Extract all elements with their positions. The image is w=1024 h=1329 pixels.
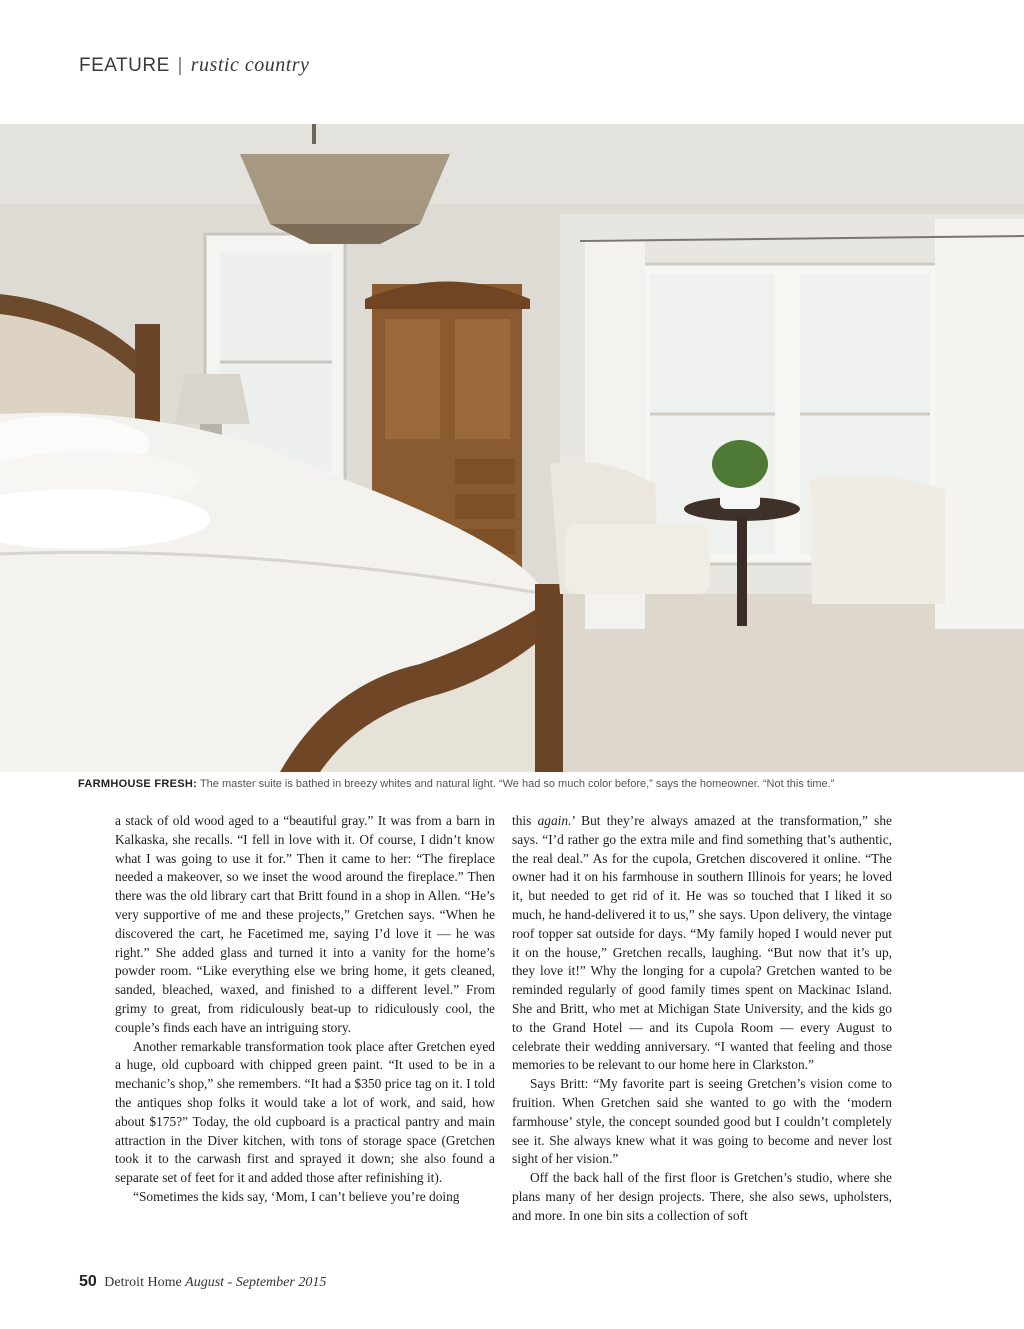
column1-paragraph-3: “Sometimes the kids say, ‘Mom, I can’t believe you’re doing — [133, 1188, 460, 1204]
article-column-2 — [512, 812, 892, 1226]
column2-paragraph-2: Says Britt: “My favorite part is seeing Gretchen’s vision come to fruition. When Gretchen said she wanted to go with the ‘modern farmhouse’ style, the concept sounded good but I couldn’t completely see it. She always knew what it was going to become and never lost sight of her vision.” — [512, 1076, 892, 1167]
column1-paragraph-2: Another remarkable transformation took place after Gretchen eyed a huge, old cupboard with chipped green paint. “It used to be in a mechanic’s shop,” she remembers. “It had a $350 price tag on it. I told the antiques shop folks it would take a lot of work, and said, how about $175?” Today, the old cupboard is a practical pantry and main attraction in the Diver kitchen, with tons of storage space (Gretchen took it to the carwash first and sprayed it down; she also found a separate set of feet for it and added those after refinishing it). — [115, 1038, 495, 1186]
bedroom-photo — [0, 124, 1024, 772]
issue-date: August - September 2015 — [185, 1275, 327, 1290]
column2-paragraph-1-start: this — [512, 813, 532, 828]
photo-caption — [78, 778, 978, 790]
page-footer — [79, 1273, 326, 1291]
header-separator: | — [177, 55, 183, 76]
page-number: 50 — [79, 1273, 97, 1290]
caption-text: The master suite is bathed in breezy whites and natural light. “We had so much color before,” says the homeowner. “Not this time.” — [199, 778, 835, 790]
column2-paragraph-3: Off the back hall of the first floor is Gretchen’s studio, where she plans many of her design projects. There, she also sews, upholsters, and more. In one bin sits a collection of soft — [512, 1170, 892, 1223]
column2-paragraph-1-rest: ’ But they’re always amazed at the transformation,” she says. “I’d rather go the extra mile and find something that’s authentic, the real deal.” As for the cupola, Gretchen discovered it online. “The owner had it on his farmhouse in southern Illinois for years; he loved it, but needed to get rid of it. He was so touched that I liked it so much, he hand-delivered it to us,” she says. Upon delivery, the vintage roof topper sat outside for days. “My family hoped I would never put it on the house,” Gretchen recalls, laughing. “But now that it’s up, they love it!” Why the longing for a cupola? Gretchen wanted to be reminded regularly of good family times spent on Mackinac Island. She and Britt, who met at Michigan State University, and the kids go to the Grand Hotel — and its Cupola Room — every August to celebrate their wedding anniversary. “I wanted that feeling and those memories to be relevant to our home here in Clarkston.” — [512, 813, 893, 1073]
column2-paragraph-1 — [512, 812, 892, 1075]
magazine-name: Detroit Home — [104, 1275, 182, 1290]
page-header — [79, 54, 309, 77]
section-label: FEATURE — [79, 55, 170, 76]
column1-paragraph-1: a stack of old wood aged to a “beautiful gray.” It was from a barn in Kalkaska, she recalls. “I fell in love with it. Of course, I didn’t know what I was going to use it for.” Then it came to her: “The fireplace needed a makeover, so we inset the wood around the fireplace.” Then there was the old library cart that Britt found in a shop in Allen. “He’s very supportive of me and these projects,” Gretchen says. “When he discovered the cart, he Facetimed me, saying I’d love it — he was right.” She added glass and turned it into a vanity for the home’s powder room. “Like everything else we bring home, it gets cleaned, sanded, bleached, waxed, and finished to a different level.” From grimy to great, from ridiculously beat-up to ridiculously cool, the couple’s finds each have an intriguing story. — [115, 813, 495, 1035]
column2-emphasis: again. — [537, 813, 572, 828]
article-column-1 — [115, 812, 495, 1207]
caption-lead: FARMHOUSE FRESH: — [78, 778, 198, 790]
subsection-label: rustic country — [190, 54, 310, 76]
